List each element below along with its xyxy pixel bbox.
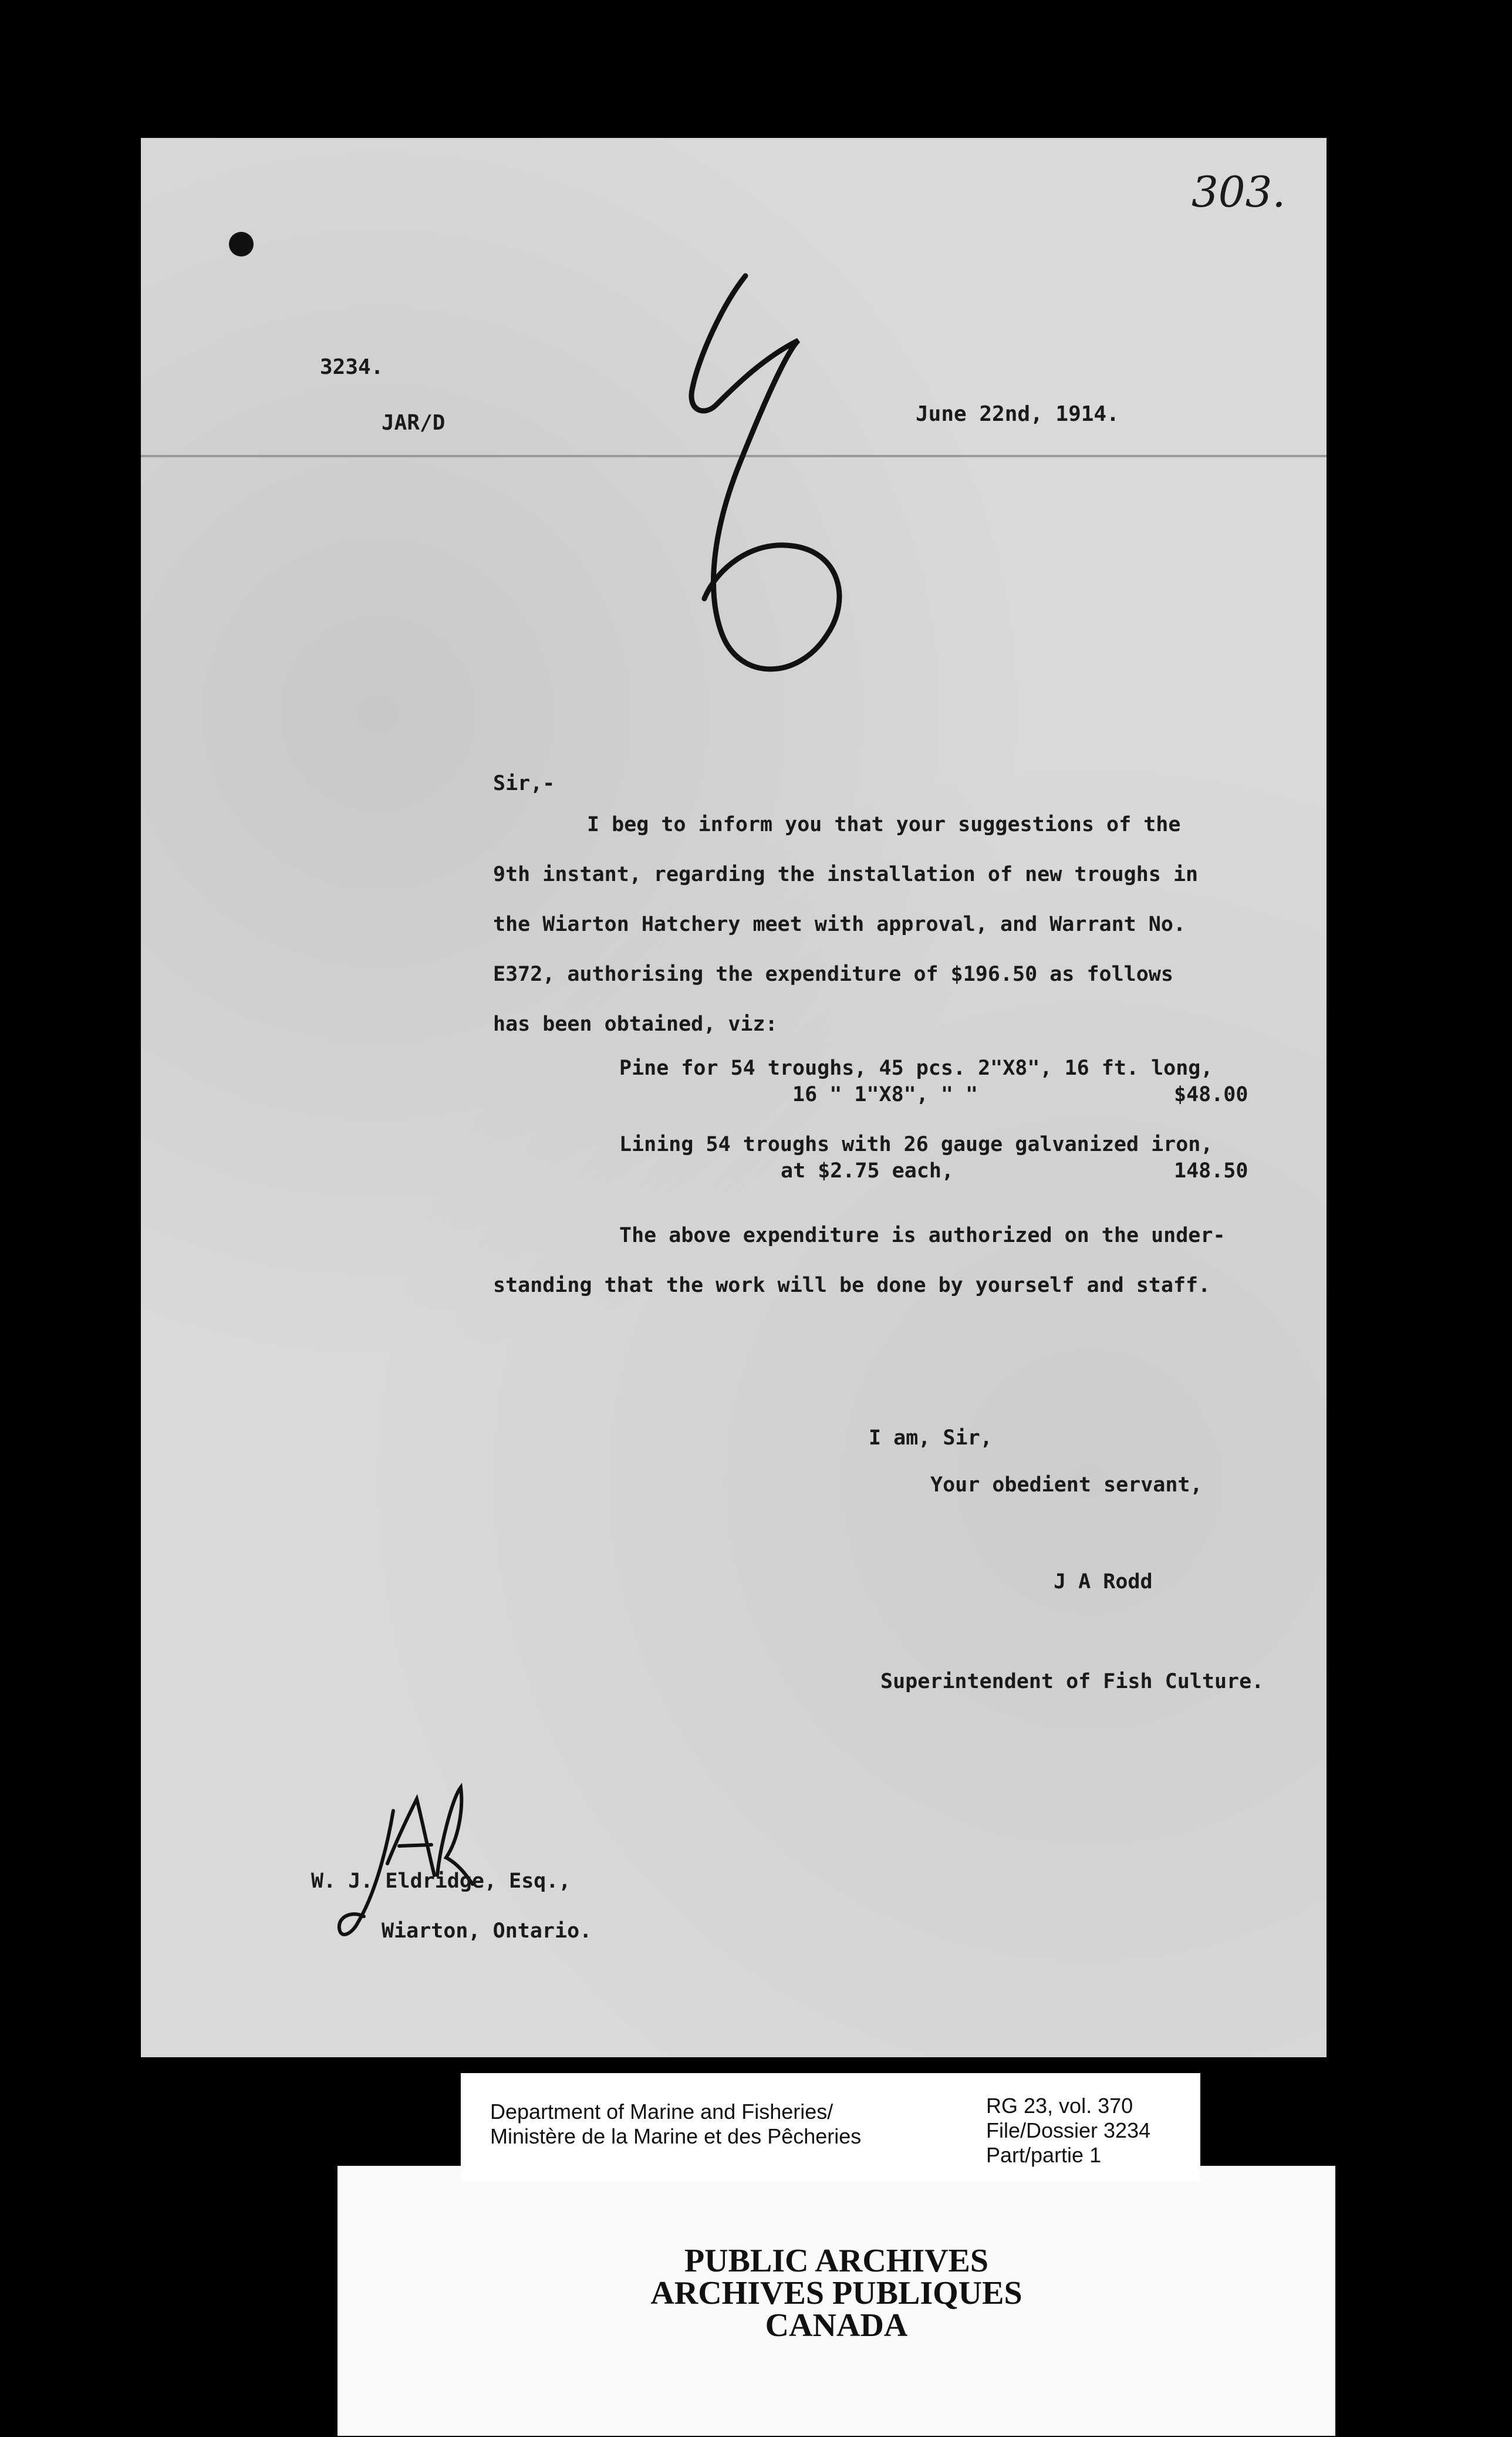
body-line-3: the Wiarton Hatchery meet with approval, and Warrant No. bbox=[493, 913, 1186, 936]
letter-date: June 22nd, 1914. bbox=[916, 402, 1119, 426]
file-number: 3234. bbox=[320, 355, 384, 379]
closing-line-2: standing that the work will be done by yourself and staff. bbox=[493, 1274, 1211, 1297]
file-dossier: File/Dossier 3234 bbox=[986, 2118, 1151, 2142]
archive-reference-label bbox=[461, 2073, 1200, 2182]
page-number-handwritten: 303. bbox=[1192, 167, 1286, 217]
item-1-line-1: Pine for 54 troughs, 45 pcs. 2"X8", 16 ft. long, bbox=[619, 1057, 1213, 1080]
stamp-line-1: PUBLIC ARCHIVES bbox=[684, 2243, 989, 2279]
signer-name: J A Rodd bbox=[1054, 1570, 1153, 1594]
salutation: Sir,- bbox=[493, 772, 555, 795]
addressee-name: W. J. Eldridge, Esq., bbox=[311, 1869, 571, 1893]
letter-page bbox=[141, 138, 1327, 2057]
addressee-place: Wiarton, Ontario. bbox=[382, 1919, 592, 1943]
item-1-amount: $48.00 bbox=[1174, 1083, 1248, 1106]
body-line-1: I beg to inform you that your suggestions of the bbox=[587, 813, 1181, 836]
item-2-line-1: Lining 54 troughs with 26 gauge galvanized iron, bbox=[619, 1133, 1213, 1156]
item-1-line-2: 16 " 1"X8", " " bbox=[792, 1083, 978, 1106]
signoff-1: I am, Sir, bbox=[869, 1426, 993, 1450]
body-line-5: has been obtained, viz: bbox=[493, 1012, 778, 1036]
closing-line-1: The above expenditure is authorized on the under- bbox=[619, 1224, 1226, 1247]
department-fr: Ministère de la Marine et des Pêcheries bbox=[490, 2124, 862, 2148]
archives-stamp-card bbox=[338, 2166, 1335, 2436]
body-line-4: E372, authorising the expenditure of $196.50 as follows bbox=[493, 963, 1173, 986]
stamp-line-2: ARCHIVES PUBLIQUES bbox=[650, 2275, 1022, 2311]
department-en: Department of Marine and Fisheries/ bbox=[490, 2100, 833, 2124]
body-line-2: 9th instant, regarding the installation of new troughs in bbox=[493, 863, 1199, 886]
item-2-amount: 148.50 bbox=[1174, 1159, 1248, 1183]
stamp-line-3: CANADA bbox=[765, 2307, 908, 2344]
part-partie: Part/partie 1 bbox=[986, 2143, 1102, 2167]
handwritten-six-mark bbox=[652, 270, 863, 740]
punch-hole bbox=[229, 232, 254, 256]
record-group: RG 23, vol. 370 bbox=[986, 2094, 1133, 2118]
signer-title: Superintendent of Fish Culture. bbox=[880, 1670, 1264, 1693]
initials-reference: JAR/D bbox=[382, 411, 446, 435]
item-2-line-2: at $2.75 each, bbox=[781, 1159, 954, 1183]
signoff-2: Your obedient servant, bbox=[930, 1473, 1203, 1497]
